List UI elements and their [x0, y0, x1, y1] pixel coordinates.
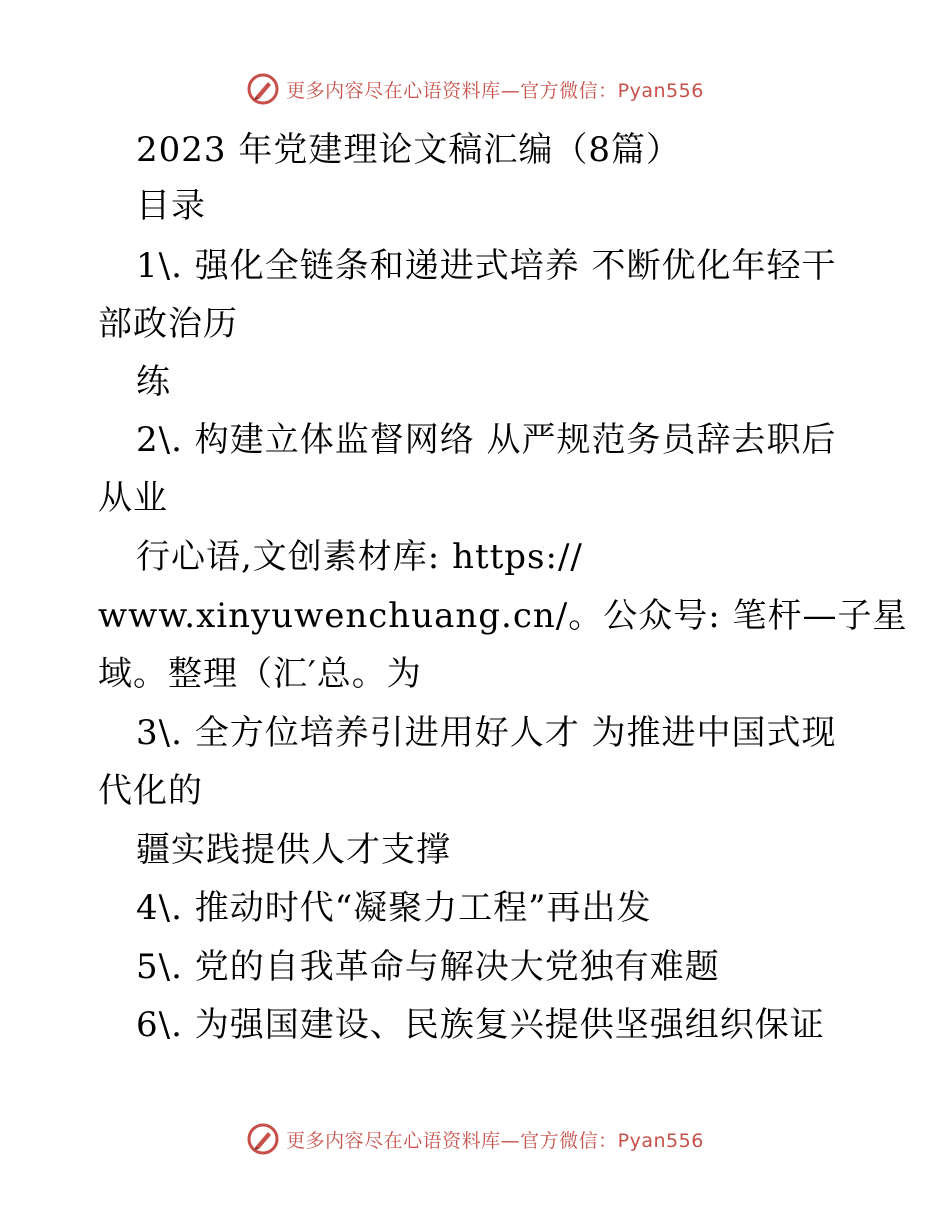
- toc-line: 行心语,文创素材库: https://: [136, 537, 583, 577]
- toc-line: 6\. 为强国建设、民族复兴提供坚强组织保证: [136, 1005, 825, 1045]
- banner-text: 更多内容尽在心语资料库—官方微信：Pyan556: [286, 1129, 704, 1152]
- footer-watermark-banner: [0, 1122, 950, 1156]
- toc-line: 部政治历: [98, 304, 238, 344]
- toc-line: 域。整理（汇′总。为: [98, 654, 422, 694]
- toc-line: 从业: [98, 478, 168, 518]
- toc-line: 练: [136, 362, 171, 402]
- banner-text: 更多内容尽在心语资料库—官方微信：Pyan556: [286, 79, 704, 102]
- toc-line: 1\. 强化全链条和递进式培养 不断优化年轻干: [136, 246, 837, 286]
- toc-heading: 目录: [136, 186, 206, 226]
- toc-line: 2\. 构建立体监督网络 从严规范务员辞去职后: [136, 420, 837, 460]
- pen-logo-icon: [246, 72, 280, 106]
- toc-line: 3\. 全方位培养引进用好人才 为推进中国式现: [136, 713, 837, 753]
- toc-line: 4\. 推动时代“凝聚力工程”再出发: [136, 888, 652, 928]
- toc-line: 疆实践提供人才支撑: [136, 830, 451, 870]
- toc-line: 5\. 党的自我革命与解决大党独有难题: [136, 947, 720, 987]
- pen-logo-icon: [246, 1122, 280, 1156]
- document-title: 2023 年党建理论文稿汇编（8篇）: [136, 130, 681, 170]
- header-watermark-banner: [0, 72, 950, 106]
- toc-line: www.xinyuwenchuang.cn/。公众号: 笔杆—子星: [98, 596, 908, 636]
- toc-line: 代化的: [98, 771, 203, 811]
